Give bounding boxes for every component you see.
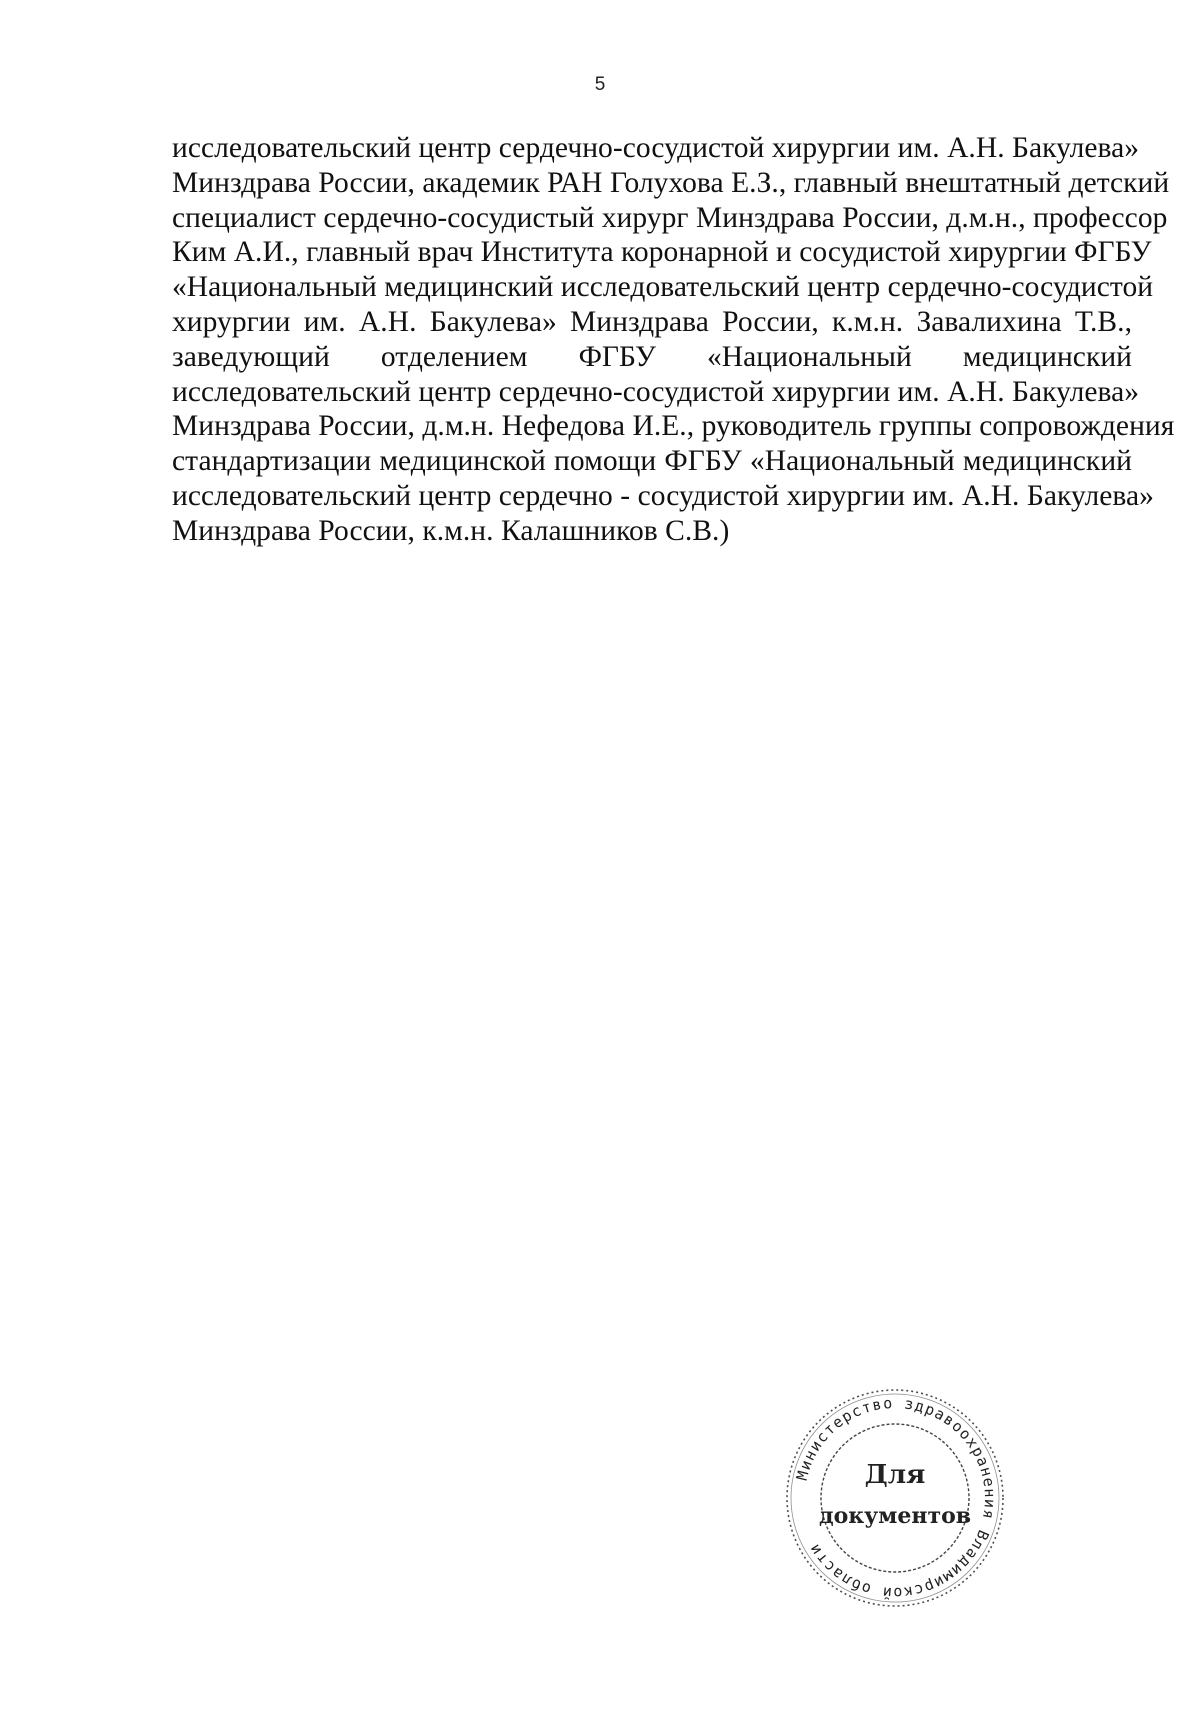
document-paragraph: [172, 131, 1175, 549]
paragraph-line: Минздрава России, академик РАН Голухова Е.З., главный внештатный детский: [172, 166, 1170, 199]
paragraph-line: Минздрава России, к.м.н. Калашников С.В.): [172, 514, 730, 547]
paragraph-line: исследовательский центр сердечно - сосудистой хирургии им. А.Н. Бакулева»: [172, 479, 1154, 512]
paragraph-line: «Национальный медицинский исследовательский центр сердечно-сосудистой: [172, 271, 1154, 304]
paragraph-line: хирургии им. А.Н. Бакулева» Минздрава России, к.м.н. Завалихина Т.В.,: [172, 305, 1132, 338]
paragraph-line: заведующий отделением ФГБУ «Национальный медицинский: [172, 340, 1132, 373]
stamp-ring-text: Министерство здравоохранения Владимирской области: [792, 1393, 1000, 1603]
page-number: 5: [594, 74, 606, 95]
paragraph-line: исследовательский центр сердечно-сосудистой хирургии им. А.Н. Бакулева»: [172, 375, 1140, 408]
paragraph-line: стандартизации медицинской помощи ФГБУ «Национальный медицинский: [172, 445, 1132, 478]
stamp-center-line-1: Для: [864, 1460, 926, 1490]
paragraph-line: Ким А.И., главный врач Института коронарной и сосудистой хирургии ФГБУ: [172, 236, 1152, 269]
stamp-center-line-2: документов: [818, 1503, 972, 1529]
paragraph-line: Минздрава России, д.м.н. Нефедова И.Е., руководитель группы сопровождения: [172, 410, 1175, 443]
paragraph-line: специалист сердечно-сосудистый хирург Минздрава России, д.м.н., профессор: [172, 201, 1168, 234]
paragraph-line: исследовательский центр сердечно-сосудистой хирургии им. А.Н. Бакулева»: [172, 132, 1140, 164]
stamp-seal-icon: [780, 1383, 1010, 1613]
official-stamp: [780, 1383, 1010, 1613]
